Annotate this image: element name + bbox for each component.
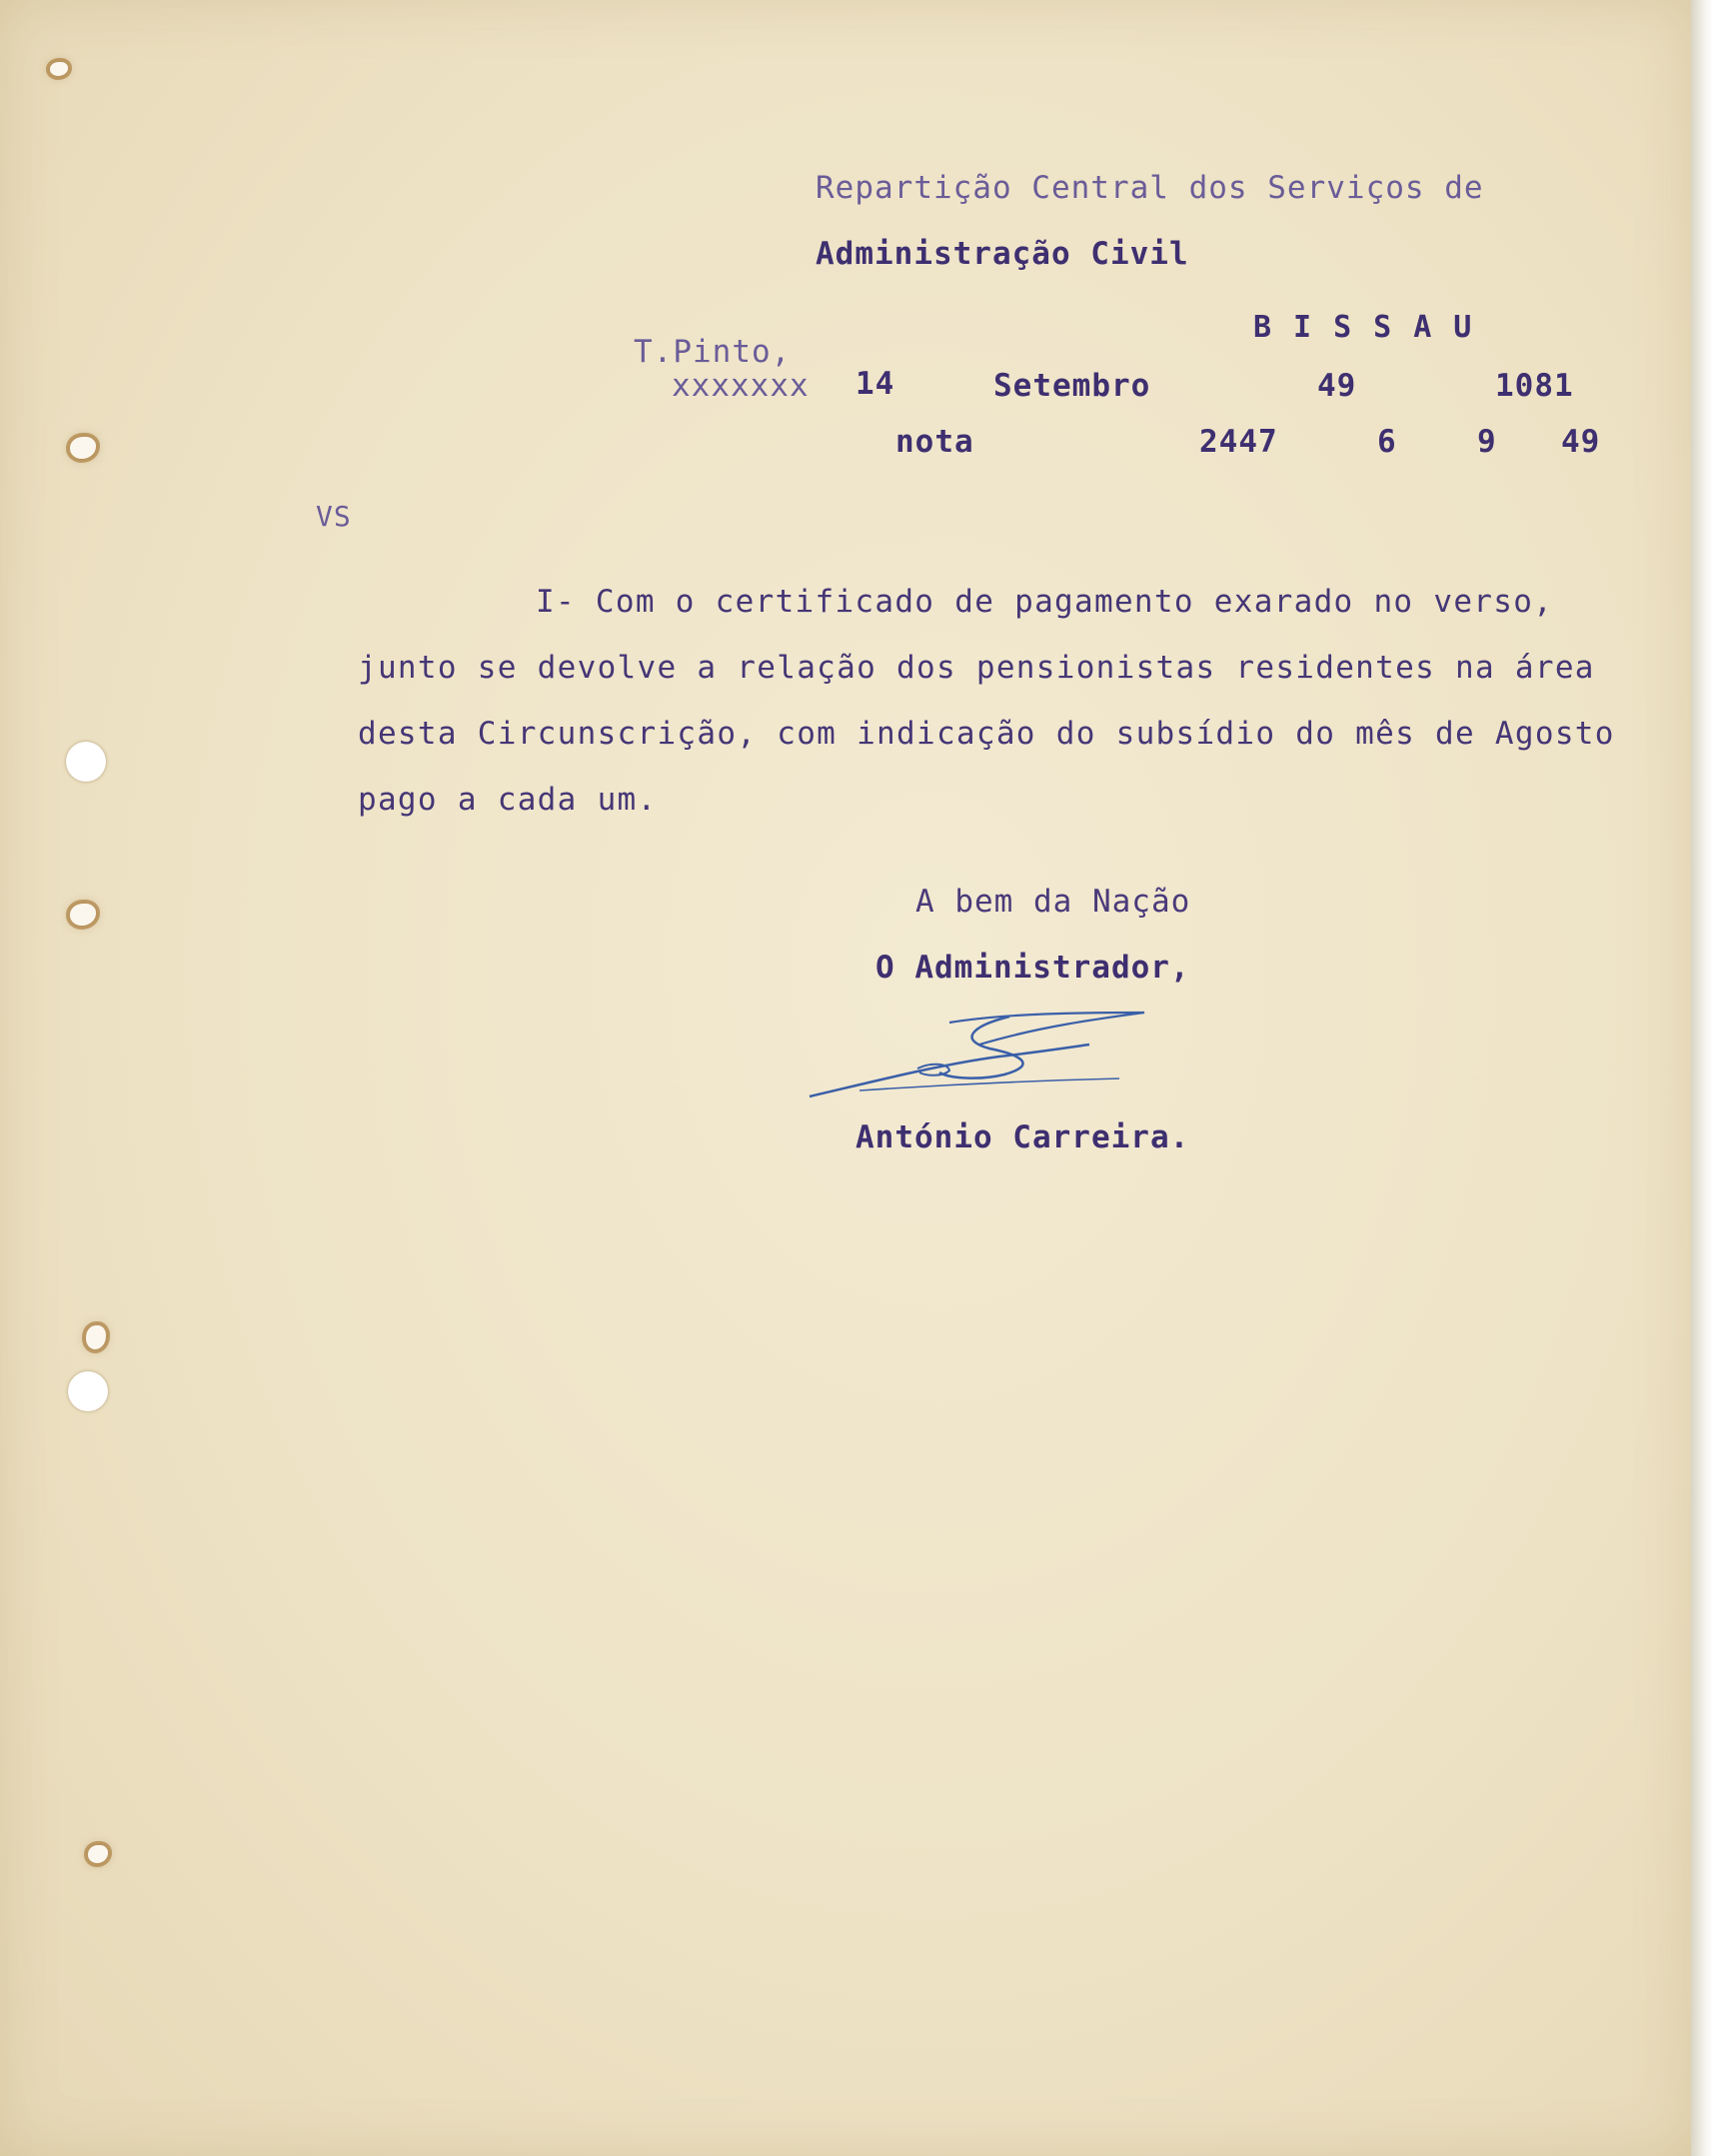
body-line-3: desta Circunscrição, com indicação do subsídio do mês de Agosto [358, 716, 1615, 752]
nota-day: 6 [1377, 424, 1397, 460]
reference-number: 1081 [1495, 368, 1574, 404]
nota-year: 49 [1561, 424, 1601, 460]
header-line-2: Administração Civil [816, 236, 1189, 272]
closing-salutation: A bem da Nação [915, 884, 1191, 920]
body-line-2: junto se devolve a relação dos pensionistas residentes na área [358, 650, 1595, 686]
place-name: BISSAU [1253, 310, 1494, 345]
signer-name: António Carreira. [856, 1119, 1190, 1155]
reference-day: 14 [856, 366, 895, 402]
paper-damage-mark [70, 904, 96, 926]
body-line-4: pago a cada um. [358, 782, 658, 818]
reference-struck: xxxxxxx [672, 368, 810, 404]
paper-damage-mark [86, 1325, 106, 1349]
punch-hole [66, 742, 106, 782]
margin-note: VS [316, 500, 352, 533]
scan-edge [1691, 0, 1713, 2156]
header-line-1: Repartição Central dos Serviços de [816, 170, 1484, 206]
nota-month: 9 [1477, 424, 1497, 460]
paper-damage-mark [50, 62, 68, 76]
punch-hole [68, 1371, 108, 1411]
paper-damage-mark [70, 437, 96, 459]
reference-from: T.Pinto, [634, 334, 792, 370]
nota-label: nota [895, 424, 974, 460]
nota-number: 2447 [1199, 424, 1278, 460]
reference-year: 49 [1317, 368, 1357, 404]
body-line-1: I- Com o certificado de pagamento exarado no verso, [536, 584, 1554, 620]
paper-damage-mark [88, 1845, 108, 1863]
reference-month: Setembro [993, 368, 1151, 404]
closing-title: O Administrador, [875, 950, 1190, 986]
signature-image [800, 1005, 1159, 1124]
